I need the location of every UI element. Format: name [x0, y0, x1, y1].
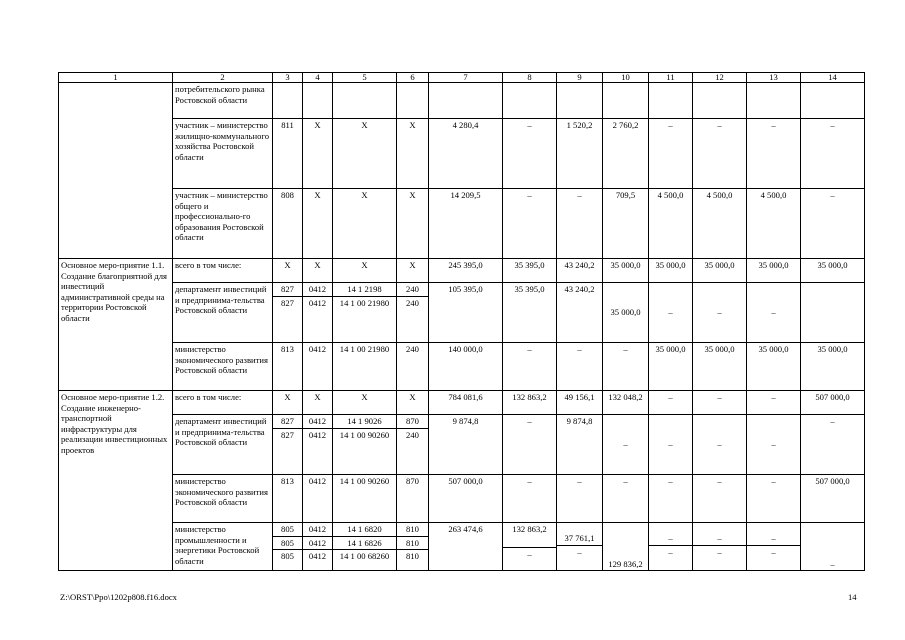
- table-row: [59, 283, 865, 343]
- table-cell: –: [747, 119, 801, 189]
- table-cell: 1 520,2: [557, 119, 603, 189]
- table-cell: министерство экономического развития Ростовской области: [173, 343, 273, 391]
- table-cell: [333, 415, 397, 475]
- table-cell: –: [557, 343, 603, 391]
- table-row: [59, 343, 865, 391]
- table-cell: X: [397, 189, 429, 259]
- table-cell: [503, 83, 557, 119]
- table-cell: 129 836,2: [603, 523, 649, 571]
- table-cell: X: [303, 259, 333, 283]
- table-cell: 870: [397, 475, 429, 523]
- table-cell: [801, 83, 865, 119]
- table-cell: 35 000,0: [747, 343, 801, 391]
- table-cell: 35 000,0: [801, 343, 865, 391]
- table-cell: участник – министерство общего и профессионально-го образования Ростовской области: [173, 189, 273, 259]
- header-cell: 3: [273, 73, 303, 83]
- table-cell: [303, 83, 333, 119]
- sub-value: 37 761,1: [564, 533, 595, 543]
- header-cell: 11: [649, 73, 693, 83]
- sub-value: –: [503, 547, 556, 561]
- table-cell: 35 000,0: [649, 343, 693, 391]
- table-cell: X: [333, 119, 397, 189]
- header-cell: 7: [429, 73, 503, 83]
- header-cell: 14: [801, 73, 865, 83]
- table-cell: 240: [397, 343, 429, 391]
- table-cell: [333, 83, 397, 119]
- table-cell: –: [747, 391, 801, 415]
- sub-value: 810: [397, 536, 428, 550]
- table-cell: –: [747, 475, 801, 523]
- table-cell: 14 209,5: [429, 189, 503, 259]
- table-cell: 4 500,0: [747, 189, 801, 259]
- table-cell: X: [303, 391, 333, 415]
- page-number: 14: [848, 592, 857, 602]
- sub-value: –: [747, 545, 800, 559]
- sub-value: 870: [406, 416, 419, 426]
- table-cell: –: [693, 391, 747, 415]
- table-cell: X: [273, 391, 303, 415]
- table-cell: [747, 523, 801, 571]
- table-cell: 813: [273, 475, 303, 523]
- sub-value: 240: [397, 296, 428, 310]
- header-cell: 12: [693, 73, 747, 83]
- table-cell: [303, 283, 333, 343]
- sub-value: 0412: [303, 536, 332, 550]
- sub-value: 14 1 2198: [347, 284, 382, 294]
- table-cell: 784 081,6: [429, 391, 503, 415]
- sub-value: 805: [273, 536, 302, 550]
- table-cell: –: [503, 415, 557, 475]
- table-cell: [397, 283, 429, 343]
- table-cell: департамент инвестиций и предпринима-тельства Ростовской области: [173, 283, 273, 343]
- sub-value: –: [771, 533, 776, 543]
- header-cell: 9: [557, 73, 603, 83]
- table-cell: 9 874,8: [429, 415, 503, 475]
- sub-value: 805: [281, 524, 294, 534]
- header-cell: 6: [397, 73, 429, 83]
- table-cell: –: [747, 415, 801, 475]
- table-cell: –: [801, 119, 865, 189]
- header-cell: 5: [333, 73, 397, 83]
- table-cell: 2 760,2: [603, 119, 649, 189]
- table-cell: [333, 523, 397, 571]
- table-cell: всего в том числе:: [173, 259, 273, 283]
- sub-value: 827: [273, 296, 302, 310]
- table-cell: 35 000,0: [747, 259, 801, 283]
- sub-value: 827: [281, 284, 294, 294]
- sub-value: 827: [273, 428, 302, 442]
- table-cell: 35 395,0: [503, 259, 557, 283]
- table-cell: –: [693, 119, 747, 189]
- sub-value: 827: [281, 416, 294, 426]
- table-cell: –: [693, 415, 747, 475]
- table-cell: 49 156,1: [557, 391, 603, 415]
- table-cell: департамент инвестиций и предпринима-тельства Ростовской области: [173, 415, 273, 475]
- footer-file-path: Z:\ORST\Ppo\1202p808.f16.docx: [60, 592, 177, 602]
- table-cell: участник – министерство жилищно-коммунального хозяйства Ростовской области: [173, 119, 273, 189]
- table-cell: 507 000,0: [801, 391, 865, 415]
- sub-value: 14 1 00 90260: [333, 428, 396, 442]
- table-cell: 105 395,0: [429, 283, 503, 343]
- table-cell: [649, 83, 693, 119]
- header-cell: 4: [303, 73, 333, 83]
- sub-value: 132 863,2: [512, 524, 547, 534]
- table-cell: 140 000,0: [429, 343, 503, 391]
- table-cell: 35 000,0: [801, 259, 865, 283]
- table-row: [59, 391, 865, 415]
- table-cell: 245 395,0: [429, 259, 503, 283]
- sub-value: –: [557, 545, 602, 559]
- table-cell: X: [397, 391, 429, 415]
- sub-value: 810: [397, 549, 428, 563]
- sub-value: 14 1 00 68260: [333, 549, 396, 563]
- sub-value: 0412: [308, 524, 327, 534]
- table-cell: [429, 83, 503, 119]
- table-cell: [557, 83, 603, 119]
- table-cell: 9 874,8: [557, 415, 603, 475]
- table-cell: 35 000,0: [693, 343, 747, 391]
- table-header-row: [59, 73, 865, 83]
- table-cell: X: [397, 259, 429, 283]
- table-cell: [273, 283, 303, 343]
- table-cell: 0412: [303, 475, 333, 523]
- sub-value: 240: [397, 428, 428, 442]
- table-row: [59, 189, 865, 259]
- table-cell: [693, 83, 747, 119]
- table-cell: –: [603, 415, 649, 475]
- sub-value: –: [649, 545, 692, 559]
- table-row: [59, 83, 865, 119]
- table-cell: –: [693, 283, 747, 343]
- table-cell: 0412: [303, 343, 333, 391]
- table-cell: –: [503, 343, 557, 391]
- sub-value: 240: [406, 284, 419, 294]
- table-row: [59, 475, 865, 523]
- table-cell: 4 500,0: [693, 189, 747, 259]
- sub-value: –: [693, 545, 746, 559]
- sub-value: 14 1 9026: [347, 416, 382, 426]
- table-cell: –: [503, 475, 557, 523]
- table-cell: 35 000,0: [603, 259, 649, 283]
- table-cell: –: [801, 189, 865, 259]
- sub-value: 0412: [303, 549, 332, 563]
- table-cell: [303, 523, 333, 571]
- table-cell: 709,5: [603, 189, 649, 259]
- table-cell: 14 1 00 21980: [333, 343, 397, 391]
- header-cell: 1: [59, 73, 173, 83]
- table-cell: 263 474,6: [429, 523, 503, 571]
- table-row: [59, 523, 865, 571]
- table-cell: 507 000,0: [801, 475, 865, 523]
- table-cell: [397, 415, 429, 475]
- table-cell: [397, 83, 429, 119]
- table-cell: –: [603, 475, 649, 523]
- table-cell: –: [747, 283, 801, 343]
- table-cell: 813: [273, 343, 303, 391]
- table-cell: 35 000,0: [603, 283, 649, 343]
- sub-value: –: [717, 533, 722, 543]
- table-cell: 35 000,0: [649, 259, 693, 283]
- table-cell: [747, 83, 801, 119]
- table-cell: –: [693, 475, 747, 523]
- table-cell: [273, 523, 303, 571]
- table-cell: [603, 83, 649, 119]
- table-cell: [303, 415, 333, 475]
- table-cell: [693, 523, 747, 571]
- table-row: [59, 119, 865, 189]
- table-cell: министерство промышленности и энергетики Ростовской области: [173, 523, 273, 571]
- table-cell: 14 1 00 90260: [333, 475, 397, 523]
- sub-value: 0412: [303, 428, 332, 442]
- sub-value: –: [668, 533, 673, 543]
- table-cell: –: [649, 119, 693, 189]
- table-cell: –: [503, 189, 557, 259]
- table-cell: X: [303, 119, 333, 189]
- table-cell: –: [649, 283, 693, 343]
- activity-name-cell: Основное меро-приятие 1.2. Создание инженерно-транспортной инфраструктуры для реализации инвестиционных проектов: [59, 391, 173, 571]
- sub-value: 0412: [303, 296, 332, 310]
- sub-value: 805: [273, 549, 302, 563]
- table-cell: 507 000,0: [429, 475, 503, 523]
- table-cell: [333, 283, 397, 343]
- table-cell: –: [649, 391, 693, 415]
- table-cell: X: [333, 391, 397, 415]
- table-cell: X: [333, 189, 397, 259]
- header-cell: 2: [173, 73, 273, 83]
- table-cell: –: [503, 119, 557, 189]
- table-cell: 4 500,0: [649, 189, 693, 259]
- table-cell: –: [649, 475, 693, 523]
- sub-value: 14 1 6826: [333, 536, 396, 550]
- budget-table: [58, 72, 865, 571]
- table-row: [59, 415, 865, 475]
- table-cell: 811: [273, 119, 303, 189]
- table-cell: 35 000,0: [693, 259, 747, 283]
- sub-value: 810: [406, 524, 419, 534]
- table-cell: [273, 415, 303, 475]
- table-cell: –: [649, 415, 693, 475]
- table-cell: потребительского рынка Ростовской области: [173, 83, 273, 119]
- table-cell: 35 395,0: [503, 283, 557, 343]
- header-cell: 13: [747, 73, 801, 83]
- table-cell: [503, 523, 557, 571]
- table-cell: –: [603, 343, 649, 391]
- table-cell: всего в том числе:: [173, 391, 273, 415]
- table-cell: X: [397, 119, 429, 189]
- table-cell: [557, 523, 603, 571]
- sub-value: 0412: [308, 284, 327, 294]
- table-cell: –: [801, 523, 865, 571]
- header-cell: 10: [603, 73, 649, 83]
- table-cell: –: [557, 189, 603, 259]
- table-cell: 808: [273, 189, 303, 259]
- activity-name-cell: Основное меро-приятие 1.1. Создание благоприятной для инвестиций административной среды на территории Ростовской области: [59, 259, 173, 391]
- table-cell: X: [273, 259, 303, 283]
- table-cell: X: [333, 259, 397, 283]
- table-cell: 43 240,2: [557, 283, 603, 343]
- table-cell: X: [303, 189, 333, 259]
- table-row: [59, 259, 865, 283]
- sub-value: 14 1 00 21980: [333, 296, 396, 310]
- table-cell: [59, 83, 173, 259]
- sub-value: 0412: [308, 416, 327, 426]
- table-cell: [273, 83, 303, 119]
- table-cell: 132 048,2: [603, 391, 649, 415]
- table-cell: министерство экономического развития Ростовской области: [173, 475, 273, 523]
- header-cell: 8: [503, 73, 557, 83]
- table-cell: [397, 523, 429, 571]
- table-cell: 132 863,2: [503, 391, 557, 415]
- table-cell: –: [557, 475, 603, 523]
- sub-value: 14 1 6820: [347, 524, 382, 534]
- table-cell: [649, 523, 693, 571]
- table-cell: 43 240,2: [557, 259, 603, 283]
- table-cell: 4 280,4: [429, 119, 503, 189]
- table-cell: –: [801, 415, 865, 475]
- table-cell: [801, 283, 865, 343]
